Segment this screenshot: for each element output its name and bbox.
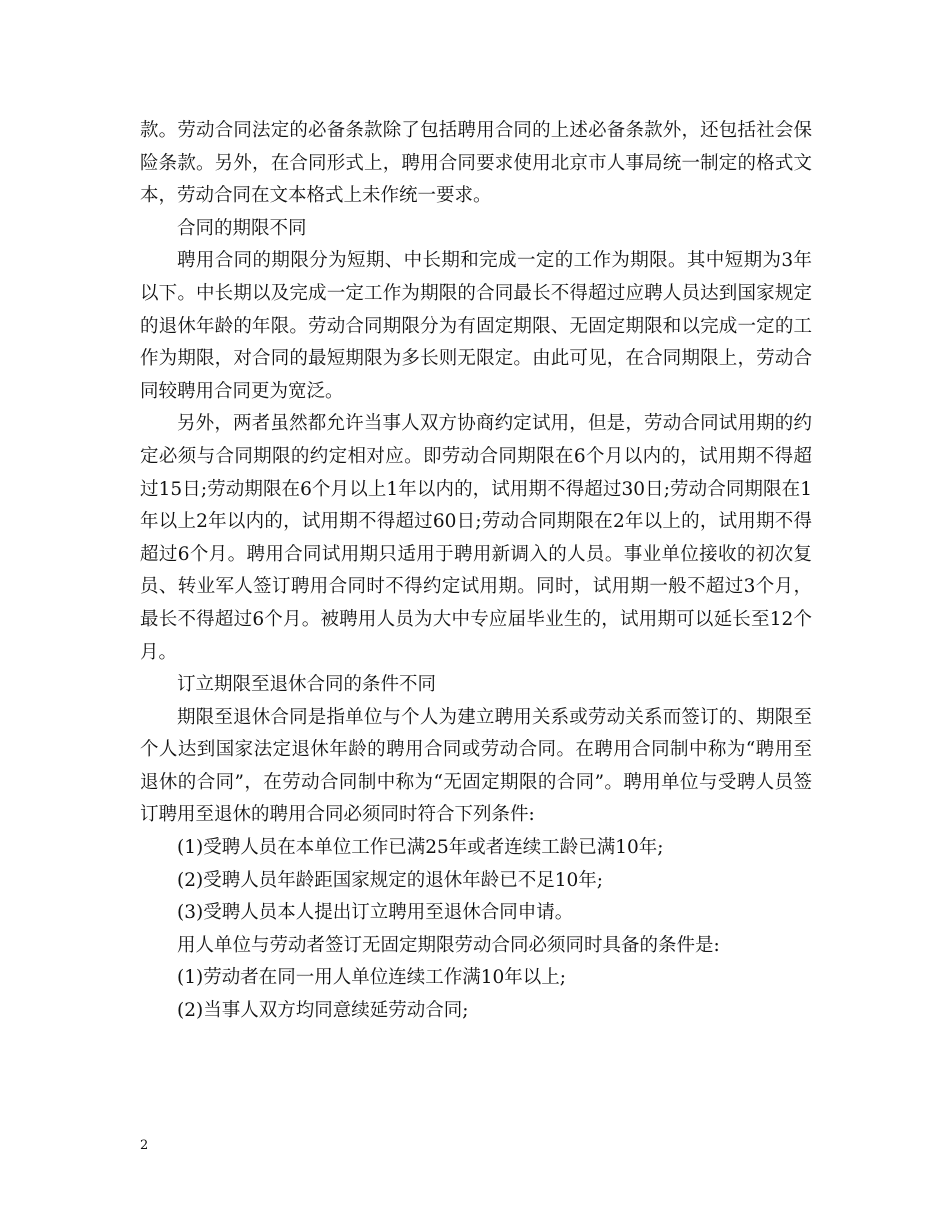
- paragraph: 聘用合同的期限分为短期、中长期和完成一定的工作为期限。其中短期为3年以下。中长期以及完成一定工作为期限的合同最长不得超过应聘人员达到国家规定的退休年龄的年限。劳动合同期限分为有固定期限、无固定期限和以完成一定的工作为期限，对合同的最短期限为多长则无限定。由此可见，在合同期限上，劳动合同较聘用合同更为宽泛。: [140, 250, 812, 402]
- list-item: (3)受聘人员本人提出订立聘用至退休合同申请。: [177, 902, 574, 924]
- section-heading: 订立期限至退休合同的条件不同: [177, 674, 437, 696]
- section-heading: 合同的期限不同: [177, 217, 307, 239]
- list-item: (1)受聘人员在本单位工作已满25年或者连续工龄已满10年;: [177, 837, 664, 859]
- document-body: [140, 115, 812, 1028]
- page-number: 2: [140, 1138, 149, 1153]
- paragraph: 用人单位与劳动者签订无固定期限劳动合同必须同时具备的条件是:: [177, 934, 720, 956]
- paragraph: 另外，两者虽然都允许当事人双方协商约定试用，但是，劳动合同试用期的约定必须与合同期限的约定相对应。即劳动合同期限在6个月以内的，试用期不得超过15日;劳动期限在6个月以上1年以内的，试用期不得超过30日;劳动合同期限在1年以上2年以内的，试用期不得超过60日;劳动合同期限在2年以上的，试用期不得超过6个月。聘用合同试用期只适用于聘用新调入的人员。事业单位接收的初次复员、转业军人签订聘用合同时不得约定试用期。同时，试用期一般不超过3个月，最长不得超过6个月。被聘用人员为大中专应届毕业生的，试用期可以延长至12个月。: [140, 413, 812, 663]
- list-item: (2)当事人双方均同意续延劳动合同;: [177, 1000, 469, 1022]
- paragraph: 款。劳动合同法定的必备条款除了包括聘用合同的上述必备条款外，还包括社会保险条款。另外，在合同形式上，聘用合同要求使用北京市人事局统一制定的格式文本，劳动合同在文本格式上未作统一要求。: [140, 120, 812, 207]
- list-item: (2)受聘人员年龄距国家规定的退休年龄已不足10年;: [177, 869, 603, 891]
- paragraph: 期限至退休合同是指单位与个人为建立聘用关系或劳动关系而签订的、期限至个人达到国家法定退休年龄的聘用合同或劳动合同。在聘用合同制中称为“聘用至退休的合同”，在劳动合同制中称为“无固定期限的合同”。聘用单位与受聘人员签订聘用至退休的聘用合同必须同时符合下列条件:: [140, 706, 812, 826]
- list-item: (1)劳动者在同一用人单位连续工作满10年以上;: [177, 967, 566, 989]
